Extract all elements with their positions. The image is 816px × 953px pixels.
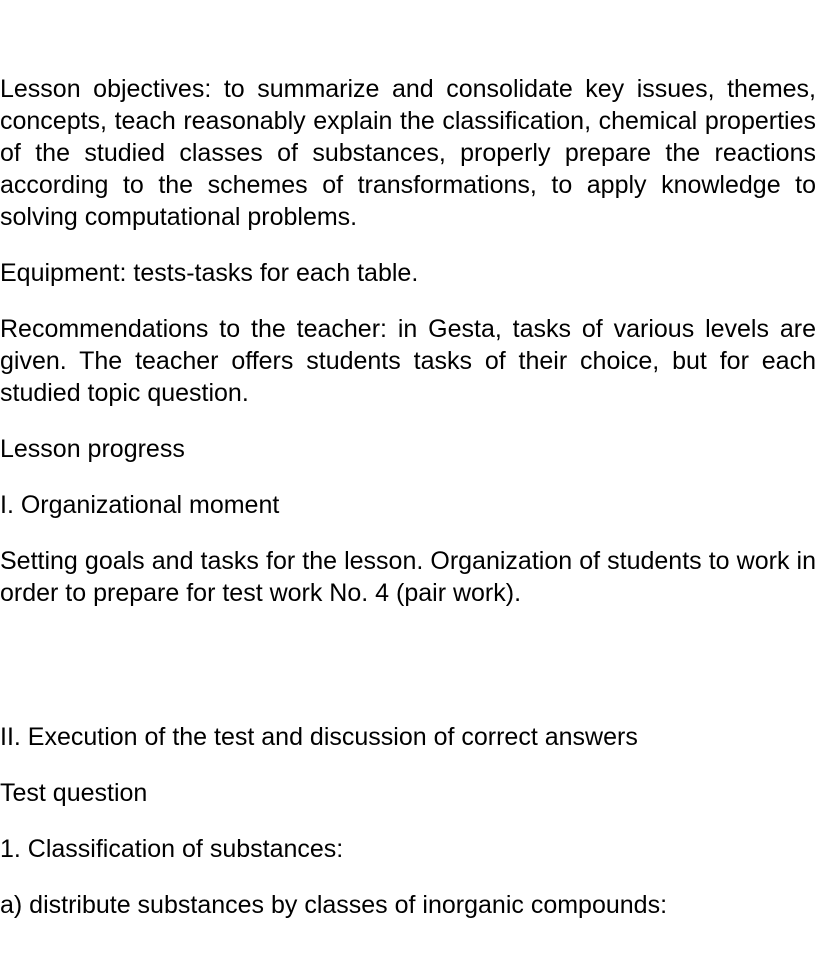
test-question-heading: Test question bbox=[0, 779, 148, 807]
classification-question: 1. Classification of substances: bbox=[0, 835, 344, 863]
test-execution-heading: II. Execution of the test and discussion of correct answers bbox=[0, 723, 638, 751]
goals-setting-paragraph: Setting goals and tasks for the lesson. Organization of students to work in order to prepare for test work No. 4 (pair work). bbox=[0, 547, 816, 607]
lesson-objectives-paragraph: Lesson objectives: to summarize and consolidate key issues, themes, concepts, teach reasonably explain the classification, chemical properties of the studied classes of substances, properly prepare the reactions according to the schemes of transformations, to apply knowledge to solving computational problems. bbox=[0, 75, 816, 231]
equipment-paragraph: Equipment: tests-tasks for each table. bbox=[0, 259, 419, 287]
distribute-substances-task: a) distribute substances by classes of inorganic compounds: bbox=[0, 891, 668, 919]
lesson-progress-heading: Lesson progress bbox=[0, 435, 185, 463]
document-page bbox=[0, 73, 816, 945]
organizational-moment-heading: I. Organizational moment bbox=[0, 491, 280, 519]
blank-space bbox=[0, 633, 816, 721]
teacher-recommendations-paragraph: Recommendations to the teacher: in Gesta, tasks of various levels are given. The teacher offers students tasks of their choice, but for each studied topic question. bbox=[0, 315, 816, 407]
